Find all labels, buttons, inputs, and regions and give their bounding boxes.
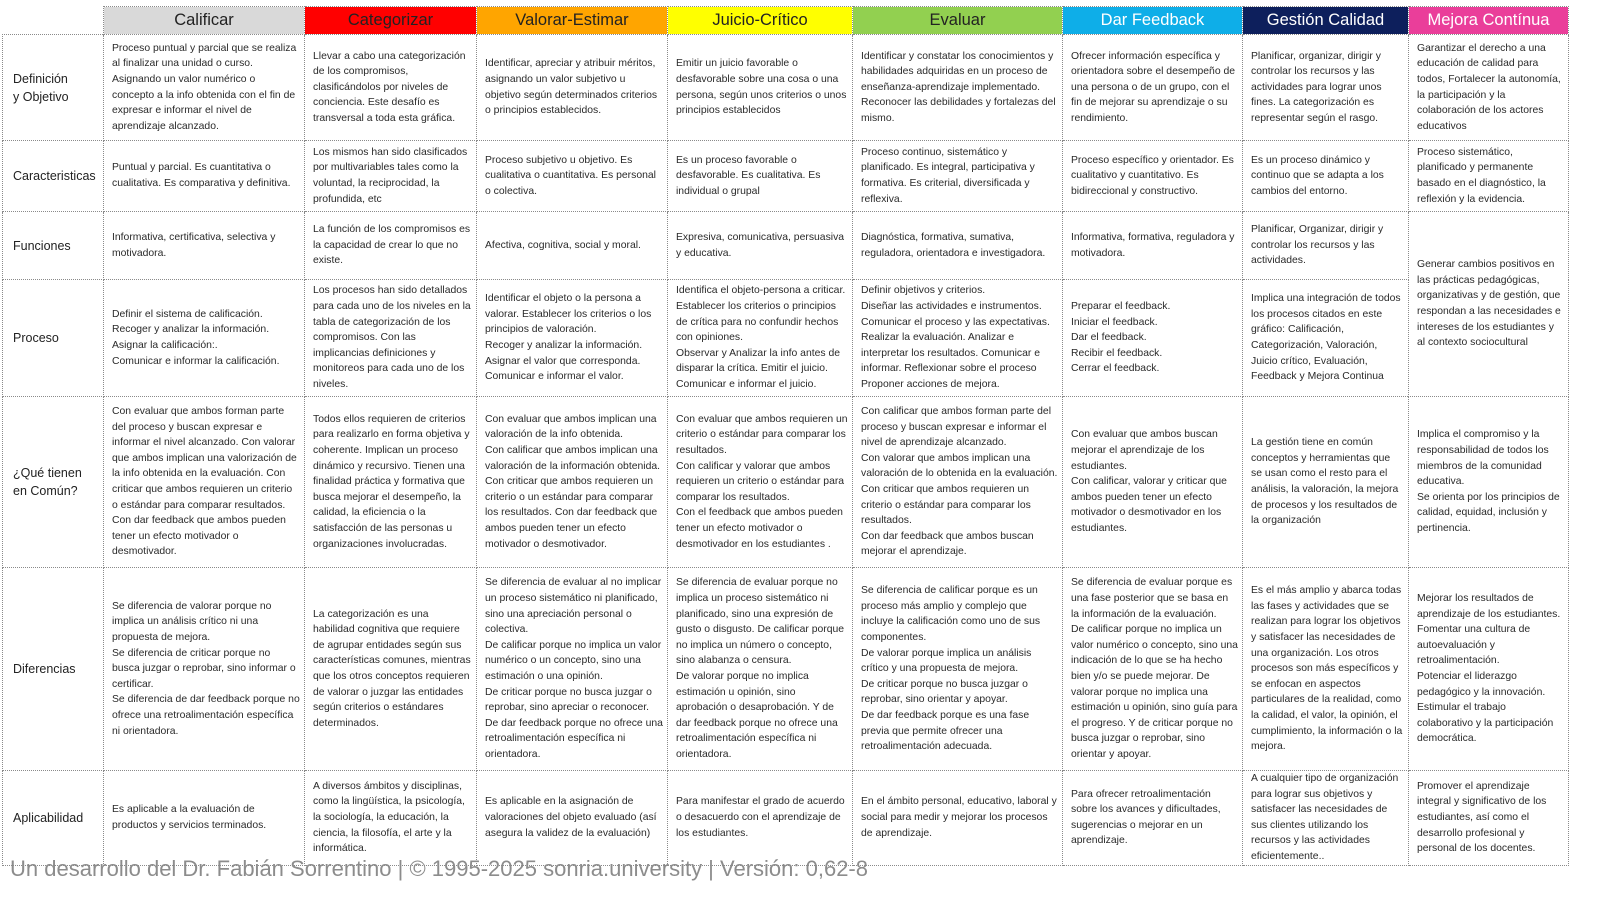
row-caracteristicas [3, 141, 1569, 212]
cell-text: Es aplicable en la asignación de valoraciones del objeto evaluado (así asegura la validez de la evaluación) [485, 796, 657, 839]
cell-text: Proceso puntual y parcial que se realiza al finalizar una unidad o curso. Asignando un valor numérico o concepto a la info obtenida con el fin de expresar e informar el nivel de aprendizaje alcanzado. [112, 42, 297, 132]
cell-funciones-valorar [477, 212, 668, 280]
cell-text: Identificar y constatar los conocimientos y habilidades adquiridas en un proceso de enseñanza-aprendizaje implementado. Reconocer las debilidades y fortalezas del mismo. [861, 50, 1056, 124]
row-label-text: Aplicabilidad [13, 810, 84, 825]
cell-text: Identificar el objeto o la persona a valorar. Establecer los criterios o los principios de valoración. Recoger y analizar la información. Asignar el valor que corresponda. Comunicar e informar el valor. [485, 293, 652, 383]
cell-funciones-calificar [104, 212, 305, 280]
cell-text: Se diferencia de evaluar al no implicar un proceso sistemático ni planificado, sino una apreciación personal o colectiva. De calificar porque no implica un valor numérico o un concepto, sino una estimación o una opinión. De criticar porque no busca juzgar o reprobar, sino apreciar o reconocer. De dar feedback porque no ofrece una retroalimentación específica ni orientadora. [485, 577, 663, 760]
cell-diferencias-mejora [1409, 568, 1569, 771]
cell-comun-evaluar [853, 397, 1063, 568]
cell-text: Planificar, Organizar, dirigir y controlar los recursos y las actividades. [1251, 224, 1384, 267]
cell-diferencias-categorizar [305, 568, 477, 771]
cell-text: Se diferencia de valorar porque no implica un análisis crítico ni una propuesta de mejora. Se diferencia de criticar porque no busca juzgar o reprobar, sino informar o certificar. Se diferencia de dar feedback porque no ofrece una retroalimentación específica ni orientadora. [112, 600, 300, 737]
cell-text: Con calificar que ambos forman parte del proceso y buscan expresar e informar el nivel de aprendizaje alcanzado. Con valorar que ambos implican una valoración de lo obtenida en la evaluación. Con criticar que ambos requieren un criterio o estándar para comparar los resultados. Con dar feedback que ambos buscan mejorar el aprendizaje. [861, 406, 1058, 558]
row-aplicabilidad [3, 771, 1569, 866]
header-dar-feedback: Dar Feedback [1063, 7, 1243, 35]
row-label-text: Funciones [13, 238, 71, 253]
cell-funciones-gestion [1243, 212, 1409, 280]
cell-text: Emitir un juicio favorable o desfavorable sobre una cosa o una persona, según unos criterios o unos principios establecidos [676, 58, 847, 117]
cell-diferencias-calificar [104, 568, 305, 771]
cell-funciones-proceso-mejora [1409, 212, 1569, 397]
row-label-text: ¿Qué tienen en Común? [13, 466, 82, 498]
cell-text: Identifica el objeto-persona a criticar. Establecer los criterios o principios de crítica para no confundir hechos con opiniones. Observar y Analizar la info antes de disparar la crítica. Emitir el juicio. Comunicar e informar el juicio. [676, 285, 846, 390]
row-label-text: Caracteristicas [13, 169, 96, 183]
cell-text: La función de los compromisos es la capacidad de crear lo que no existe. [313, 224, 471, 267]
cell-text: Generar cambios positivos en las prácticas pedagógicas, organizativas y de gestión, que respondan a las necesidades e intereses de los estudiantes y al contexto sociocultural [1417, 259, 1561, 349]
row-label [3, 212, 104, 280]
cell-caracteristicas-juicio [668, 141, 853, 212]
comparison-table [2, 6, 1569, 866]
cell-text: Informativa, certificativa, selectiva y motivadora. [112, 231, 276, 259]
cell-text: Garantizar el derecho a una educación de calidad para todos, Fortalecer la autonomía, la participación y la colaboración de los actores educativos [1417, 42, 1561, 132]
cell-funciones-evaluar [853, 212, 1063, 280]
cell-proceso-feedback [1063, 280, 1243, 397]
cell-definicion-evaluar [853, 35, 1063, 141]
cell-text: Promover el aprendizaje integral y significativo de los estudiantes, así como el desarrollo profesional y personal de los docentes. [1417, 780, 1547, 855]
cell-definicion-gestion [1243, 35, 1409, 141]
cell-text: Todos ellos requieren de criterios para realizarlo en forma objetiva y coherente. Implican un proceso dinámico y recursivo. Tienen una finalidad práctica y formativa que busca mejorar el desempeño, la calidad, la eficiencia o la satisfacción de las personas u organizaciones involucradas. [313, 413, 470, 550]
cell-text: Proceso específico y orientador. Es cualitativo y cuantitativo. Es bidireccional y constructivo. [1071, 154, 1234, 197]
header-categorizar: Categorizar [305, 7, 477, 35]
row-label-text: Definición y Objetivo [13, 71, 69, 104]
cell-text: Para ofrecer retroalimentación sobre los avances y dificultades, sugerencias o mejorar en un aprendizaje. [1071, 788, 1221, 847]
cell-text: Implica el compromiso y la responsabilidad de todos los miembros de la comunidad educativa. Se orienta por los principios de calidad, equidad, inclusión y pertinencia. [1417, 429, 1560, 534]
cell-caracteristicas-mejora [1409, 141, 1569, 212]
row-label [3, 35, 104, 141]
cell-text: Planificar, organizar, dirigir y controlar los recursos y las actividades para lograr unos fines. La categorización es representar según el rasgo. [1251, 50, 1382, 124]
cell-aplicabilidad-gestion [1243, 771, 1409, 866]
cell-definicion-feedback [1063, 35, 1243, 141]
header-juicio-critico: Juicio-Crítico [668, 7, 853, 35]
cell-text: Proceso continuo, sistemático y planificado. Es integral, participativa y formativa. Es criterial, diversificada y reflexiva. [861, 146, 1035, 205]
cell-text: Se diferencia de calificar porque es un proceso más amplio y complejo que incluye la calificación como uno de sus componentes. De valorar porque implica un análisis crítico y una propuesta de mejora. De criticar porque no busca juzgar o reprobar, sino orientar y apoyar. De dar feedback porque es una fase previa que permite ofrecer una retroalimentación adecuada. [861, 585, 1041, 753]
cell-text: Es aplicable a la evaluación de productos y servicios terminados. [112, 804, 267, 831]
cell-text: Proceso sistemático, planificado y permanente basado en el diagnóstico, la reflexión y la evidencia. [1417, 146, 1546, 205]
cell-diferencias-evaluar [853, 568, 1063, 771]
cell-aplicabilidad-feedback [1063, 771, 1243, 866]
cell-definicion-mejora [1409, 35, 1569, 141]
cell-definicion-categorizar [305, 35, 477, 141]
cell-text: Se diferencia de evaluar porque es una fase posterior que se basa en la información de la evaluación. De calificar porque no implica un valor numérico o concepto, sino una indicación de lo que se ha hecho bien y/o se puede mejorar. De valorar porque no implica una estimación u opinión, sino guía para el progreso. Y de criticar porque no busca juzgar o reprobar, sino orientar y apoyar. [1071, 577, 1238, 760]
cell-definicion-calificar [104, 35, 305, 141]
cell-text: La categorización es una habilidad cognitiva que requiere de agrupar entidades según sus características comunes, mientras que los otros conceptos requieren de valorar o juzgar las entidades según criterios o estándares determinados. [313, 608, 471, 729]
cell-diferencias-juicio [668, 568, 853, 771]
cell-text: A cualquier tipo de organización para lograr sus objetivos y satisfacer las necesidades de sus clientes utilizando los recursos y las actividades eficientemente.. [1251, 773, 1399, 862]
cell-text: Ofrecer información específica y orientadora sobre el desempeño de una persona o de un grupo, con el fin de mejorar su aprendizaje o su rendimiento. [1071, 50, 1236, 124]
cell-proceso-categorizar [305, 280, 477, 397]
cell-aplicabilidad-calificar [104, 771, 305, 866]
header-valorar-estimar: Valorar-Estimar [477, 7, 668, 35]
row-en-comun [3, 397, 1569, 568]
cell-text: Proceso subjetivo u objetivo. Es cualitativa o cuantitativa. Es personal o colectiva. [485, 154, 656, 197]
header-calificar: Calificar [104, 7, 305, 35]
cell-text: A diversos ámbitos y disciplinas, como la lingüística, la psicología, la sociología, la educación, la ciencia, la filosofía, el arte y la informática. [313, 780, 465, 855]
cell-text: Afectiva, cognitiva, social y moral. [485, 239, 641, 251]
row-label-text: Proceso [13, 331, 59, 345]
cell-text: Los mismos han sido clasificados por multivariables tales como la voluntad, la reciprocidad, la profundida, etc [313, 146, 468, 205]
row-funciones [3, 212, 1569, 280]
cell-comun-gestion [1243, 397, 1409, 568]
cell-text: Es el más amplio y abarca todas las fases y actividades que se realizan para lograr los objetivos y satisfacer las necesidades de una organización. Los otros procesos son más específicos y se enfocan en aspectos particulares de la realidad, como la calidad, el valor, la opinión, el cumplimiento, la información o la mejora. [1251, 585, 1403, 753]
cell-text: Es un proceso dinámico y continuo que se adapta a los cambios del entorno. [1251, 154, 1384, 197]
cell-text: Con evaluar que ambos forman parte del proceso y buscan expresar e informar el nivel alcanzado. Con valorar que ambos implican una valorización de la info obtenida en la evaluación. Con criticar que ambos requieren un criterio o estándar para comparar resultados. Con dar feedback que ambos pueden tener un efecto motivador o desmotivador. [112, 406, 297, 558]
cell-aplicabilidad-mejora [1409, 771, 1569, 866]
header-gestion-calidad: Gestión Calidad [1243, 7, 1409, 35]
cell-comun-categorizar [305, 397, 477, 568]
cell-text: Para manifestar el grado de acuerdo o desacuerdo con el aprendizaje de los estudiantes. [676, 796, 845, 839]
cell-text: Identificar, apreciar y atribuir méritos, asignando un valor subjetivo u objetivo según determinados criterios o principios establecidos. [485, 58, 658, 117]
cell-text: Con evaluar que ambos buscan mejorar el aprendizaje de los estudiantes. Con calificar, valorar y criticar que ambos pueden tener un efecto motivador o desmotivador en los estudiantes. [1071, 429, 1227, 534]
cell-aplicabilidad-evaluar [853, 771, 1063, 866]
cell-comun-valorar [477, 397, 668, 568]
header-mejora-continua: Mejora Contínua [1409, 7, 1569, 35]
cell-definicion-valorar [477, 35, 668, 141]
row-label [3, 568, 104, 771]
cell-caracteristicas-valorar [477, 141, 668, 212]
cell-text: Preparar el feedback. Iniciar el feedback. Dar el feedback. Recibir el feedback. Cerrar el feedback. [1071, 301, 1171, 375]
cell-text: Definir el sistema de calificación. Recoger y analizar la información. Asignar la calificación:. Comunicar e informar la calificación. [112, 308, 280, 367]
cell-proceso-juicio [668, 280, 853, 397]
cell-text: En el ámbito personal, educativo, laboral y social para medir y mejorar los procesos de aprendizaje. [861, 796, 1057, 839]
cell-diferencias-gestion [1243, 568, 1409, 771]
cell-text: Definir objetivos y criterios. Diseñar las actividades e instrumentos. Comunicar el proceso y las expectativas. Realizar la evaluación. Analizar e interpretar los resultados. Comunicar e informar. Reflexionar sobre el proceso Proponer acciones de mejora. [861, 285, 1050, 390]
cell-diferencias-feedback [1063, 568, 1243, 771]
cell-funciones-juicio [668, 212, 853, 280]
cell-comun-feedback [1063, 397, 1243, 568]
cell-proceso-gestion [1243, 280, 1409, 397]
cell-text: Los procesos han sido detallados para cada uno de los niveles en la tabla de categorización de los compromisos. Con las implicancias definiciones y monitoreos para cada uno de los niveles. [313, 285, 471, 390]
row-label [3, 397, 104, 568]
cell-caracteristicas-categorizar [305, 141, 477, 212]
cell-aplicabilidad-categorizar [305, 771, 477, 866]
footer-credit: Un desarrollo del Dr. Fabián Sorrentino | © 1995-2025 sonria.university | Versión: 0,62-8 [10, 856, 868, 881]
cell-text: Con evaluar que ambos implican una valoración de la info obtenida. Con calificar que ambos implican una valoración de la información obtenida. Con criticar que ambos requieren un criterio o un estándar para comparar los resultados. Con dar feedback que ambos pueden tener un efecto motivador o desmotivador. [485, 413, 661, 550]
cell-text: Es un proceso favorable o desfavorable. Es cualitativa. Es individual o grupal [676, 154, 821, 197]
row-label-text: Diferencias [13, 662, 76, 676]
cell-proceso-evaluar [853, 280, 1063, 397]
cell-caracteristicas-evaluar [853, 141, 1063, 212]
cell-comun-mejora [1409, 397, 1569, 568]
cell-text: Llevar a cabo una categorización de los compromisos, clasificándolos por niveles de conciencia. Este desafío es transversal a toda esta gráfica. [313, 50, 466, 124]
header-evaluar: Evaluar [853, 7, 1063, 35]
cell-funciones-feedback [1063, 212, 1243, 280]
cell-comun-calificar [104, 397, 305, 568]
row-label [3, 771, 104, 866]
cell-aplicabilidad-valorar [477, 771, 668, 866]
cell-caracteristicas-feedback [1063, 141, 1243, 212]
cell-proceso-valorar [477, 280, 668, 397]
cell-diferencias-valorar [477, 568, 668, 771]
cell-text: Mejorar los resultados de aprendizaje de los estudiantes. Fomentar una cultura de autoevaluación y retroalimentación. Potenciar el liderazgo pedagógico y la innovación. Estimular el trabajo colaborativo y la participación democrática. [1417, 593, 1561, 745]
cell-text: Informativa, formativa, reguladora y motivadora. [1071, 231, 1235, 259]
row-definicion-objetivo [3, 35, 1569, 141]
cell-aplicabilidad-juicio [668, 771, 853, 866]
cell-text: Se diferencia de evaluar porque no implica un proceso sistemático ni planificado, sino una expresión de gusto o disgusto. De calificar porque no implica un número o concepto, sino alabanza o censura. De valorar porque no implica estimación u opinión, sino aprobación o desaprobación. Y de dar feedback porque no ofrece una retroalimentación específica ni orientadora. [676, 577, 845, 760]
row-label [3, 141, 104, 212]
cell-proceso-calificar [104, 280, 305, 397]
cell-caracteristicas-gestion [1243, 141, 1409, 212]
corner-cell [3, 7, 104, 35]
cell-text: Diagnóstica, formativa, sumativa, reguladora, orientadora e investigadora. [861, 231, 1046, 259]
cell-comun-juicio [668, 397, 853, 568]
cell-text: Expresiva, comunicativa, persuasiva y educativa. [676, 231, 845, 259]
cell-definicion-juicio [668, 35, 853, 141]
row-diferencias [3, 568, 1569, 771]
cell-text: Implica una integración de todos los procesos citados en este gráfico: Calificación, Categorización, Valoración, Juicio crítico, Evaluación, Feedback y Mejora Continua [1251, 293, 1401, 383]
cell-text: La gestión tiene en común conceptos y herramientas que se usan como el resto para el análisis, la valoración, la mejora de procesos y los resultados de la organización [1251, 437, 1399, 527]
cell-caracteristicas-calificar [104, 141, 305, 212]
row-proceso [3, 280, 1569, 397]
cell-text: Con evaluar que ambos requieren un criterio o estándar para comparar los resultados. Con calificar y valorar que ambos requieren un criterio o estándar para comparar los resultados. Con el feedback que ambos pueden tener un efecto motivador o desmotivador en los estudiantes . [676, 413, 848, 550]
row-label [3, 280, 104, 397]
cell-text: Puntual y parcial. Es cuantitativa o cualitativa. Es comparativa y definitiva. [112, 162, 291, 189]
cell-funciones-categorizar [305, 212, 477, 280]
